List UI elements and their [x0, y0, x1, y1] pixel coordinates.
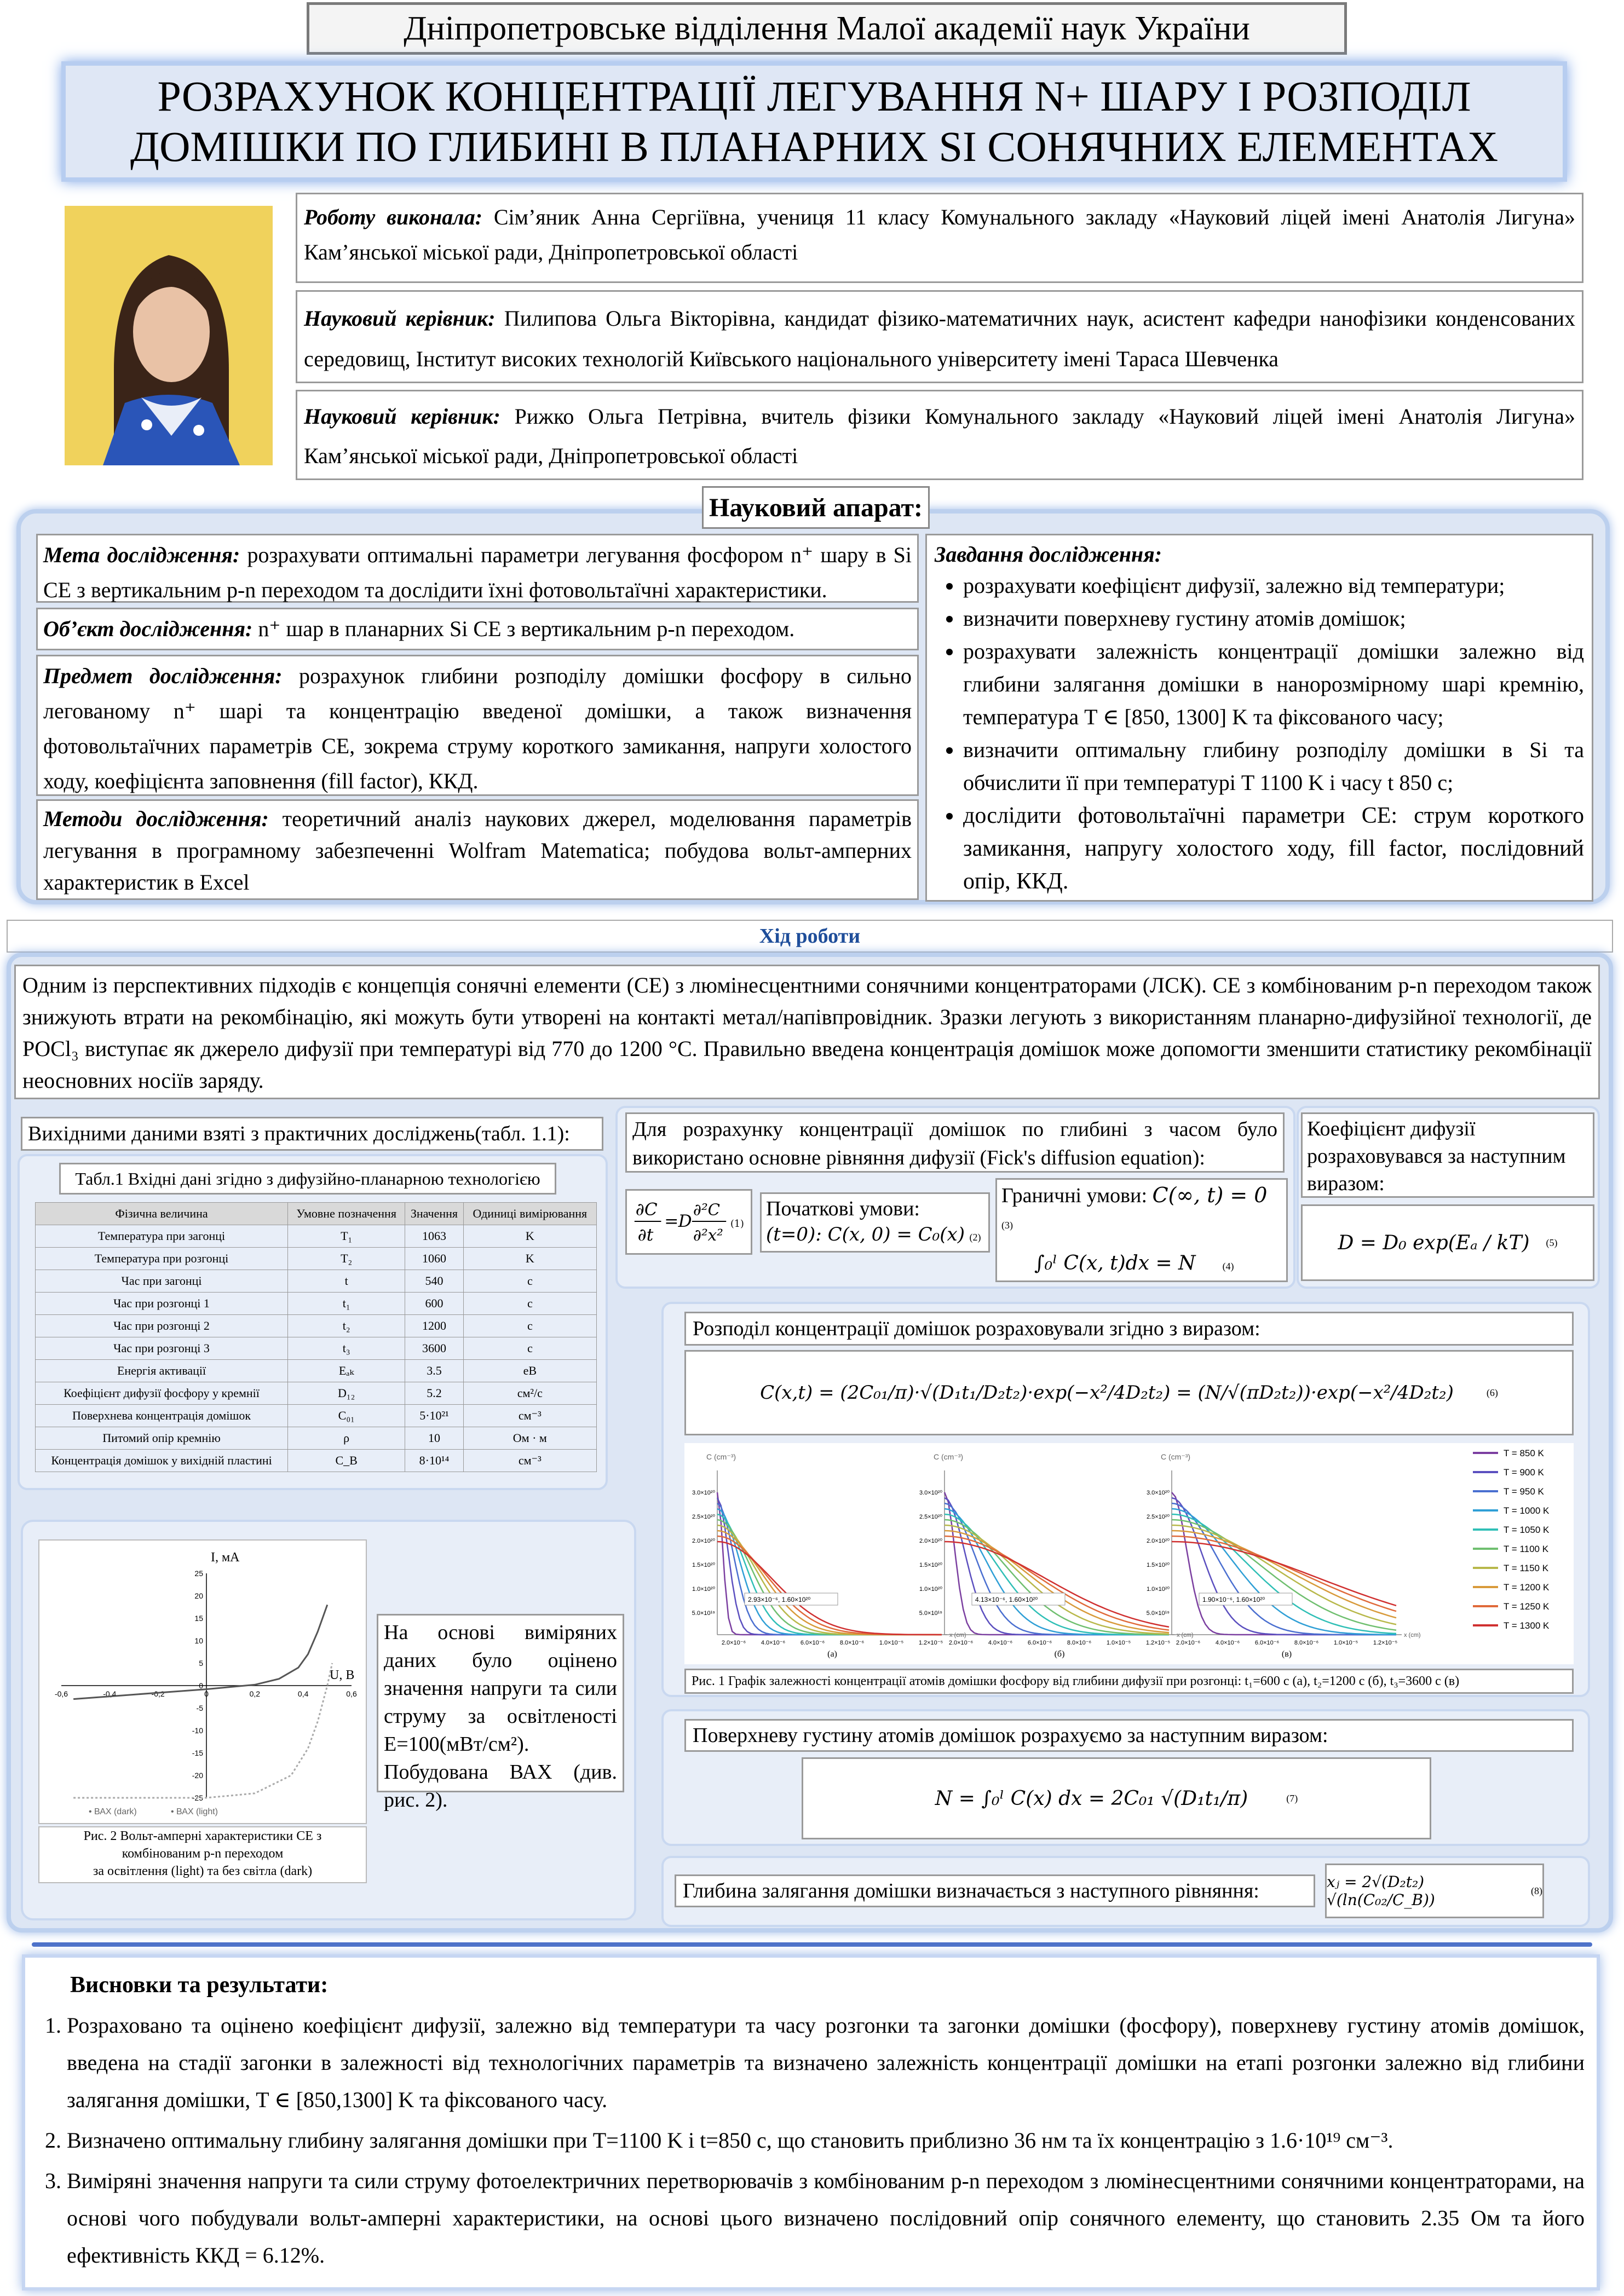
author-role: Роботу виконала: — [304, 205, 483, 229]
eq7-formula: N = ∫₀ˡ C(x) dx = 2C₀₁ √(D₁t₁/π) — [935, 1787, 1248, 1810]
table-cell: eВ — [463, 1360, 596, 1382]
svg-text:∂²x²: ∂²x² — [693, 1226, 723, 1245]
fig1-legend-label: T = 1050 K — [1504, 1525, 1550, 1535]
distribution-label-box: Розподіл концентрації домішок розраховували згідно з виразом: — [684, 1312, 1574, 1346]
subject-text: розрахунок глибини розподілу домішки фосфору в сильно легованому n⁺ шарі та концентрацію введеної домішки, а також визначення фотовольтаїчних параметрів СЕ, зокрема струму короткого замикання, напруги холостого ходу, коефіцієнта заповнення (fill factor), ККД. — [43, 664, 912, 793]
fig2-xlabel: U, В — [330, 1668, 355, 1682]
methods-box: Методи дослідження: теоретичний аналіз наукових джерел, моделювання параметрів легування в програмному забезпеченні Wolfram Matematica; побудова вольт-амперних характеристик в Excel — [36, 799, 919, 900]
fig2-ylabel: I, мА — [211, 1550, 240, 1565]
fig2-ytick: 5 — [199, 1659, 203, 1668]
fig1-xtick: 2.0×10⁻⁶ — [721, 1640, 746, 1646]
table-row — [36, 1225, 597, 1248]
table-row — [36, 1382, 597, 1405]
task-item: • розрахувати коефіцієнт дифузії, залежно від температури; — [963, 569, 1584, 602]
fig1-ytick: 1.0×10²⁰ — [692, 1586, 715, 1593]
table-cell: t — [288, 1270, 405, 1293]
table-cell: см⁻³ — [463, 1450, 596, 1472]
fig2-legend-label: • ВАХ (light) — [171, 1807, 218, 1816]
portrait-image — [65, 206, 273, 465]
fig1-xtick: 4.0×10⁻⁶ — [988, 1640, 1013, 1646]
vax-text-box — [377, 1614, 624, 1812]
input-data-label: Вихідними даними взяті з практичних досліджень(табл. 1.1): — [21, 1117, 603, 1151]
fig1-ylabel: C (cm⁻³) — [706, 1452, 736, 1461]
table-row — [36, 1427, 597, 1450]
fig2-ytick: -25 — [192, 1793, 203, 1802]
table-row — [36, 1337, 597, 1360]
diffusion-text-box: Для розрахунку концентрації домішок по глибині з часом було використано основне рівняння дифузії (Fick's diffusion equation): — [625, 1112, 1285, 1173]
fig1-panel-label: (б) — [1054, 1649, 1065, 1659]
fig1-curve — [945, 1525, 1169, 1634]
task-item: • визначити поверхневу густину атомів домішок; — [963, 602, 1584, 635]
fig1-panel-label: (в) — [1281, 1649, 1292, 1659]
fig1-caption: Рис. 1 Графік залежності концентрації атомів домішки фосфору від глибини дифузії при розгонці: t₁=600 с (а), t₂=1200 с (б), t₃=3600 с (в) — [692, 1674, 1460, 1688]
coef-text-box: Коефіцієнт дифузії розраховувався за наступним виразом: — [1301, 1112, 1594, 1198]
fig1-svg — [684, 1443, 1574, 1664]
svg-text:∂C: ∂C — [635, 1199, 658, 1220]
tasks-box: Завдання дослідження: • розрахувати коефіцієнт дифузії, залежно від температури; • визначити поверхневу густину атомів домішок; • розрахувати залежність концентрації домішки залежно від глибини залягання домішки в нанорозмірному шарі кремнію, температура T ∈ [850, 1300] K та фіксованого часу; • визначити оптимальну глибину розподілу домішки в Si та обчислити її при температурі T 1100 K і часу t 850 с; • дослідити фотовольтаїчні параметри СЕ: струм короткого замикання, напругу холостого ходу, fill factor, послідовний опір, ККД. — [925, 534, 1593, 902]
table-row — [36, 1248, 597, 1270]
table-cell: ρ — [288, 1427, 405, 1450]
fig2-xtick: -0,6 — [54, 1689, 68, 1698]
task-item: • дослідити фотовольтаїчні параметри СЕ: струм короткого замикання, напругу холостого ходу, fill factor, послідовний опір, ККД. — [963, 799, 1584, 898]
poster-title-line2: ДОМІШКИ ПО ГЛИБИНІ В ПЛАНАРНИХ SI СОНЯЧНИХ ЕЛЕМЕНТАХ — [130, 123, 1499, 170]
fig1-xtick: 4.0×10⁻⁶ — [1215, 1640, 1240, 1646]
intro-text: Одним із перспективних підходів є концепція сонячні елементи (СЕ) з люмінесцентними сонячними концентраторами (ЛСК). СЕ з комбінованим p-n переходом також знижують втрати на рекомбінацію, які можуть бути утворені на контакті метал/напівпровідник. Зразки легують з використанням планарно-дифузійної технології, де POCl₃ виступає як джерело дифузії при температурі від 770 до 1200 °C. Правильно введена концентрація домішок може допомогти зменшити статистику рекомбінації неосновних носіїв заряду. — [22, 973, 1592, 1093]
supervisor-role-2: Науковий керівник: — [304, 404, 500, 429]
fig1-xtick: 6.0×10⁻⁶ — [1254, 1640, 1280, 1646]
fig1-xtick: 1.0×10⁻⁵ — [1106, 1640, 1131, 1646]
subject-box: Предмет дослідження: розрахунок глибини розподілу домішки фосфору в сильно легованому n⁺ шарі та концентрацію введеної домішки, а також визначення фотовольтаїчних параметрів СЕ, зокрема струму короткого замикання, напруги холостого ходу, коефіцієнта заповнення (fill factor), ККД. — [36, 655, 919, 796]
fig1-ytick: 2.5×10²⁰ — [1146, 1514, 1170, 1520]
fig1-xtick: 2.0×10⁻⁶ — [1176, 1640, 1201, 1646]
fig1-ylabel: C (cm⁻³) — [934, 1452, 964, 1461]
goal-box: Мета дослідження: розрахувати оптимальні параметри легування фосфором n⁺ шару в Si СЕ з вертикальним p-n переходом та дослідити їхні фотовольтаїчні характеристики. — [36, 534, 919, 603]
apparatus-heading: Науковий апарат: — [702, 486, 930, 529]
svg-text:∂²C: ∂²C — [693, 1200, 721, 1219]
table-cell: Час при розгонці 1 — [36, 1293, 288, 1315]
fig1-curve — [1172, 1525, 1396, 1624]
eq8-box: xⱼ = 2√(D₂t₂) √(ln(C₀₂/C_B)) (8) — [1325, 1864, 1544, 1918]
fig1-legend-label: T = 850 K — [1504, 1448, 1544, 1458]
fig1-legend-label: T = 1250 K — [1504, 1601, 1550, 1612]
table-cell: 540 — [405, 1270, 463, 1293]
table-cell: см²/с — [463, 1382, 596, 1405]
methods-text: теоретичний аналіз наукових джерел, моделювання параметрів легування в програмному забезпеченні Wolfram Matematica; побудова вольт-амперних характеристик в Excel — [43, 806, 912, 895]
table-header-cell: Фізична величина — [36, 1203, 288, 1225]
eq6-formula: C(x,t) = (2C₀₁/π)·√(D₁t₁/D₂t₂)·exp(−x²/4D₂t₂) = (N/√(πD₂t₂))·exp(−x²/4D₂t₂) — [760, 1382, 1454, 1404]
conclusions-heading: Висновки та результати: — [70, 1972, 329, 1998]
fig1-ytick: 5.0×10¹⁹ — [692, 1610, 715, 1617]
eq5-box: D = D₀ exp(Eₐ / kT) (5) — [1301, 1204, 1594, 1281]
fig2-ytick: -5 — [196, 1704, 203, 1712]
eq1-formula — [630, 1192, 751, 1252]
tasks-list — [935, 569, 1584, 898]
fig1-xtick: 8.0×10⁻⁶ — [1067, 1640, 1092, 1646]
fig1-xlabel: x (cm) — [1177, 1632, 1194, 1639]
fig1-xtick: 1.0×10⁻⁵ — [1333, 1640, 1358, 1646]
conclusions-box — [22, 1954, 1600, 2291]
fig1-ytick: 2.0×10²⁰ — [919, 1538, 942, 1544]
svg-text:=: = — [664, 1211, 679, 1231]
fig1-curve — [945, 1509, 1169, 1635]
table-cell: с — [463, 1270, 596, 1293]
eq7-box: N = ∫₀ˡ C(x) dx = 2C₀₁ √(D₁t₁/π) (7) — [802, 1757, 1431, 1839]
fig1-xlabel: x (cm) — [949, 1632, 966, 1639]
fig1-ytick: 1.5×10²⁰ — [692, 1562, 715, 1568]
table-cell: Питомий опір кремнію — [36, 1427, 288, 1450]
table-cell: Ом · м — [463, 1427, 596, 1450]
org-name: Дніпропетровське відділення Малої академії наук України — [404, 9, 1250, 47]
fig1-ytick: 5.0×10¹⁹ — [919, 1610, 942, 1617]
fig1-legend-label: T = 1150 K — [1504, 1563, 1549, 1573]
fig1-xtick: 4.0×10⁻⁶ — [761, 1640, 786, 1646]
fig2-ytick: -10 — [192, 1726, 203, 1735]
fig1-legend-label: T = 900 K — [1504, 1467, 1544, 1478]
table-row — [36, 1315, 597, 1337]
fig1-xtick: 1.0×10⁻⁵ — [879, 1640, 904, 1646]
table-cell: см⁻³ — [463, 1405, 596, 1427]
fig2-ytick: 25 — [194, 1569, 203, 1578]
table-cell: T₂ — [288, 1248, 405, 1270]
fig1-ytick: 1.0×10²⁰ — [1146, 1586, 1170, 1593]
fig1-ytick: 3.0×10²⁰ — [919, 1490, 942, 1496]
table-row — [36, 1450, 597, 1472]
fig1-annotation: 1.90×10⁻⁶, 1.60×10²⁰ — [1202, 1596, 1265, 1603]
fig1-annotation: 2.93×10⁻⁶, 1.60×10²⁰ — [748, 1596, 811, 1603]
table-cell: 3.5 — [405, 1360, 463, 1382]
table-cell: Час при загонці — [36, 1270, 288, 1293]
conclusion-item: 2. Визначено оптимальну глибину залягання домішки при T=1100 K і t=850 с, що становить приблизно 36 нм та їх концентрацію з 1.6·10¹⁹ см⁻³. — [67, 2122, 1585, 2159]
task-item: • розрахувати залежність концентрації домішки залежно від глибини залягання домішки в нанорозмірному шарі кремнію, температура T ∈ [850, 1300] K та фіксованого часу; — [963, 635, 1584, 734]
boundary-box: Граничні умови: C(∞, t) = 0 (3) ∫₀ˡ C(x, t)dx = N (4) — [995, 1178, 1288, 1282]
input-table — [35, 1202, 597, 1472]
eq1-box — [625, 1189, 752, 1255]
table-title: Табл.1 Вхідні дані згідно з дифузійно-планарною технологією — [59, 1163, 556, 1195]
table-cell: C_B — [288, 1450, 405, 1472]
fig1-ytick: 1.0×10²⁰ — [919, 1586, 942, 1593]
initial-cond-box: Початкові умови: (t=0): C(x, 0) = C₀(x) (2) — [760, 1192, 990, 1253]
fig1-ytick: 2.5×10²⁰ — [919, 1514, 942, 1520]
table-cell: t₃ — [288, 1337, 405, 1360]
fig2-ytick: -15 — [192, 1749, 203, 1757]
eq8-formula: xⱼ = 2√(D₂t₂) √(ln(C₀₂/C_B)) — [1327, 1873, 1435, 1909]
table-cell: C₀₁ — [288, 1405, 405, 1427]
task-item: • визначити оптимальну глибину розподілу домішки в Si та обчислити її при температурі T 1100 K і часу t 850 с; — [963, 734, 1584, 799]
fig1-ytick: 5.0×10¹⁹ — [1146, 1610, 1170, 1617]
table-cell: 600 — [405, 1293, 463, 1315]
surface-label-box: Поверхневу густину атомів домішок розрахуємо за наступним виразом: — [684, 1719, 1574, 1752]
table-cell: Час при розгонці 2 — [36, 1315, 288, 1337]
fig2-caption-box: Рис. 2 Вольт-амперні характеристики СЕ з комбінованим p-n переходом за освітлення (light) та без світла (dark) — [38, 1826, 367, 1883]
fig2-xtick: -0,4 — [103, 1689, 117, 1698]
fig1-xtick: 1.2×10⁻⁵ — [1145, 1640, 1171, 1646]
table-cell: D₁₂ — [288, 1382, 405, 1405]
fig2-chart — [38, 1539, 367, 1824]
section-divider — [32, 1942, 1592, 1947]
conclusion-item: 1. Розраховано та оцінено коефіцієнт дифузії, залежно від температури та часу розгонки та загонки домішки (фосфору), поверхневу густину атомів домішок, введена на стадії загонки в залежності від технологічних параметрів та визначено залежність концентрації домішки на етапі розгонки залежно від глибини залягання домішки, T ∈ [850,1300] K та фіксованого часу. — [67, 2007, 1585, 2119]
fig2-ytick: -20 — [192, 1771, 203, 1780]
table-cell: 5·10²¹ — [405, 1405, 463, 1427]
table-cell: 3600 — [405, 1337, 463, 1360]
progress-heading: Хід роботи — [7, 920, 1613, 953]
fig2-svg — [39, 1541, 366, 1823]
table-row — [36, 1405, 597, 1427]
fig2-xtick: -0,2 — [151, 1689, 165, 1698]
title-banner — [61, 61, 1567, 182]
conclusion-item: 3. Виміряні значення напруги та сили струму фотоелектричних перетворювачів з комбінованим p-n переходом з люмінесцентними сонячними концентраторами, на основі чого побудували вольт-амперні характеристики, на основі цього визначено послідовний опір сонячного елементу, що становить 2.35 Ом та його ефективність ККД = 6.12%. — [67, 2162, 1585, 2274]
fig2-legend-label: • ВАХ (dark) — [89, 1807, 137, 1816]
table-cell: с — [463, 1293, 596, 1315]
vax-text: На основі виміряних даних було оцінено значення напруги та сили струму за освітленості E=100(мВт/см²). Побудована ВАХ (див. рис. 2). — [384, 1621, 617, 1812]
fig1-legend-label: T = 950 K — [1504, 1486, 1544, 1497]
fig1-curve — [717, 1542, 942, 1635]
fig2-xtick: 0 — [204, 1689, 209, 1698]
fig1-ytick: 2.0×10²⁰ — [692, 1538, 715, 1544]
supervisor-box-1 — [296, 290, 1583, 383]
fig1-ytick: 2.5×10²⁰ — [692, 1514, 715, 1520]
initial-cond: (t=0): C(x, 0) = C₀(x) — [766, 1224, 965, 1245]
fig1-xtick: 1.2×10⁻⁵ — [918, 1640, 943, 1646]
svg-text:D: D — [678, 1211, 692, 1231]
fig1-xtick: 6.0×10⁻⁶ — [800, 1640, 825, 1646]
input-table-wrap — [35, 1202, 597, 1472]
eq5-formula: D = D₀ exp(Eₐ / kT) — [1338, 1231, 1530, 1254]
poster-title-line1: РОЗРАХУНОК КОНЦЕНТРАЦІЇ ЛЕГУВАННЯ N+ ШАРУ І РОЗПОДІЛ — [157, 72, 1471, 120]
fig1-ytick: 3.0×10²⁰ — [1146, 1490, 1170, 1496]
table-row — [36, 1270, 597, 1293]
fig1-legend-label: T = 1300 K — [1504, 1620, 1550, 1631]
author-box — [296, 193, 1583, 283]
table-cell: Концентрація домішок у вихідній пластині — [36, 1450, 288, 1472]
table-cell: Eₐₖ — [288, 1360, 405, 1382]
fig1-ytick: 1.5×10²⁰ — [919, 1562, 942, 1568]
fig1-caption-box — [684, 1669, 1574, 1694]
table-cell: Енергія активації — [36, 1360, 288, 1382]
table-cell: 5.2 — [405, 1382, 463, 1405]
fig1-xtick: 2.0×10⁻⁶ — [948, 1640, 974, 1646]
table-header-cell: Умовне позначення — [288, 1203, 405, 1225]
table-cell: t₁ — [288, 1293, 405, 1315]
table-cell: Поверхнева концентрація домішок — [36, 1405, 288, 1427]
fig1-ytick: 2.0×10²⁰ — [1146, 1538, 1170, 1544]
table-cell: Час при розгонці 3 — [36, 1337, 288, 1360]
table-cell: K — [463, 1248, 596, 1270]
fig1-curve — [945, 1536, 1169, 1630]
svg-text:(1): (1) — [730, 1218, 744, 1230]
fig1-xtick: 8.0×10⁻⁶ — [1294, 1640, 1319, 1646]
supervisor-box-2 — [296, 390, 1583, 480]
table-cell: Температура при розгонці — [36, 1248, 288, 1270]
fig2-ytick: 20 — [194, 1591, 203, 1600]
fig1-curve — [717, 1514, 942, 1635]
org-banner — [307, 2, 1347, 55]
fig1-xtick: 6.0×10⁻⁶ — [1027, 1640, 1052, 1646]
table-cell: с — [463, 1337, 596, 1360]
fig1-xlabel: x (cm) — [1404, 1632, 1421, 1639]
depth-label-box: Глибина залягання домішки визначається з наступного рівняння: — [675, 1874, 1315, 1907]
fig2-xtick: 0,4 — [297, 1689, 309, 1698]
supervisor-text-1: Пилипова Ольга Вікторівна, кандидат фізико-математичних наук, асистент кафедри нанофізики конденсованих середовищ, Інститут високих технологій Київського національного університету імені Тараса Шевченка — [304, 306, 1576, 371]
fig1-chart — [684, 1443, 1574, 1664]
fig2-ytick: 10 — [194, 1636, 203, 1645]
fig1-ytick: 3.0×10²⁰ — [692, 1490, 715, 1496]
goal-text: розрахувати оптимальні параметри легування фосфором n⁺ шару в Si СЕ з вертикальним p-n переходом та дослідити їхні фотовольтаїчні характеристики. — [43, 543, 912, 602]
table-cell: 1063 — [405, 1225, 463, 1248]
object-box: Об’єкт дослідження: n⁺ шар в планарних Si СЕ з вертикальним p-n переходом. — [36, 608, 919, 650]
fig2-ytick: 15 — [194, 1614, 203, 1623]
fig1-curve — [717, 1492, 942, 1635]
fig1-annotation: 4.13×10⁻⁶, 1.60×10²⁰ — [975, 1596, 1038, 1603]
fig1-legend-label: T = 1200 K — [1504, 1582, 1550, 1593]
table-cell: 1060 — [405, 1248, 463, 1270]
svg-text:∂t: ∂t — [637, 1225, 654, 1245]
table-cell: с — [463, 1315, 596, 1337]
table-cell: Коефіцієнт дифузії фосфору у кремнії — [36, 1382, 288, 1405]
table-cell: K — [463, 1225, 596, 1248]
supervisor-role-1: Науковий керівник: — [304, 306, 496, 331]
fig1-curve — [945, 1514, 1169, 1635]
fig1-xtick: 8.0×10⁻⁶ — [839, 1640, 865, 1646]
table-cell: 1200 — [405, 1315, 463, 1337]
table-cell: t₂ — [288, 1315, 405, 1337]
fig1-curve — [717, 1509, 942, 1635]
table-row — [36, 1360, 597, 1382]
table-row — [36, 1293, 597, 1315]
fig1-panel-label: (а) — [827, 1649, 837, 1659]
conclusions-list — [37, 2007, 1585, 2274]
supervisor-text-2: Рижко Ольга Петрівна, вчитель фізики Комунального закладу «Науковий ліцей імені Анатолія Лигуна» Кам’янської міської ради, Дніпропетровської області — [304, 404, 1576, 468]
author-photo — [65, 206, 273, 465]
table-header-cell: Значення — [405, 1203, 463, 1225]
table-cell: 8·10¹⁴ — [405, 1450, 463, 1472]
boundary-integral: ∫₀ˡ C(x, t)dx = N — [1034, 1252, 1196, 1274]
fig1-legend-label: T = 1100 K — [1504, 1544, 1549, 1554]
table-header-cell: Одиниці вимірювання — [463, 1203, 596, 1225]
table-cell: 10 — [405, 1427, 463, 1450]
table-cell: T₁ — [288, 1225, 405, 1248]
object-text: n⁺ шар в планарних Si СЕ з вертикальним p-n переходом. — [258, 616, 795, 641]
intro-box — [14, 965, 1600, 1099]
author-text: Сім’яник Анна Сергіївна, учениця 11 класу Комунального закладу «Науковий ліцей імені Анатолія Лигуна» Кам’янської міської ради, Дніпропетровської області — [304, 205, 1576, 264]
fig2-xtick: 0,2 — [249, 1689, 261, 1698]
fig2-xtick: 0,6 — [346, 1689, 357, 1698]
table-cell: Температура при загонці — [36, 1225, 288, 1248]
eq6-box: C(x,t) = (2C₀₁/π)·√(D₁t₁/D₂t₂)·exp(−x²/4D₂t₂) = (N/√(πD₂t₂))·exp(−x²/4D₂t₂) (6) — [684, 1350, 1574, 1435]
fig1-xtick: 1.2×10⁻⁵ — [1373, 1640, 1398, 1646]
fig1-ylabel: C (cm⁻³) — [1161, 1452, 1191, 1461]
fig1-ytick: 1.5×10²⁰ — [1146, 1562, 1170, 1568]
fig1-legend-label: T = 1000 K — [1504, 1505, 1550, 1516]
fig2-ytick: 0 — [199, 1681, 203, 1690]
